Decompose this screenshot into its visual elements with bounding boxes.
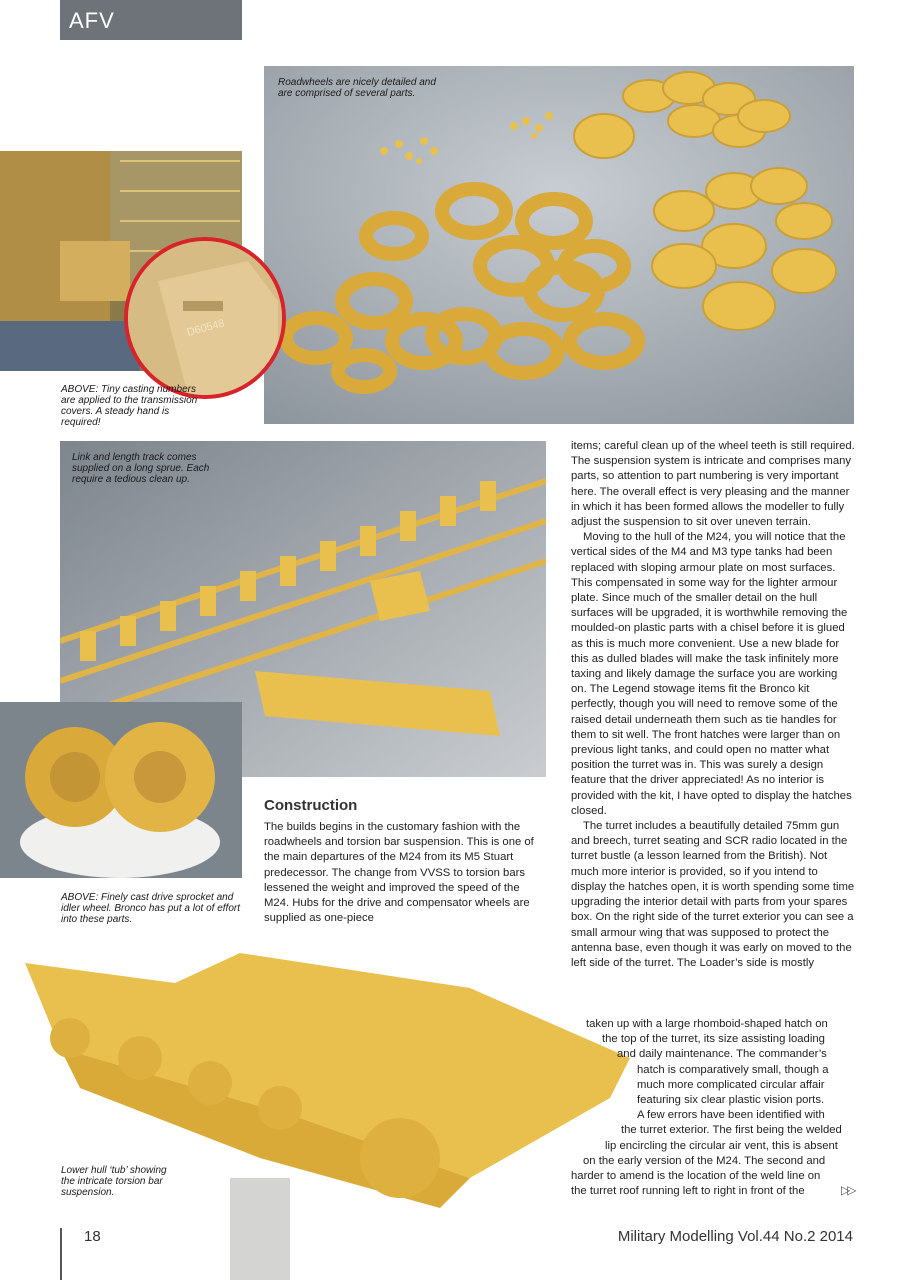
wrap-line: and daily maintenance. The commander’s [617,1048,827,1061]
caption-hull: Lower hull ‘tub’ showing the intricate torsion bar suspension. [61,1165,167,1198]
wrap-line: on the early version of the M24. The second and [583,1154,826,1167]
footer-rule [60,1228,62,1280]
caption-casting: ABOVE: Tiny casting numbers are applied to the transmission covers. A steady hand is required! [61,384,198,428]
sprocket-illustration [0,702,242,878]
svg-text:D60548: D60548 [185,317,227,339]
paragraph: The turret includes a beautifully detailed 75mm gun and breech, turret seating and SCR radio located in the turret bustle (a lesson learned from the British). Not much more interior is provided, so if you intend to display the hatches open, it is worth spending some time upgrading the interior detail with parts from your spares box. On the right side of the turret exterior you can see a small armour wing that was supposed to protect the antenna base, even though it was early on moved to the left side of the turret. The Loader’s side is mostly [571,820,855,969]
page-number: 18 [84,1228,101,1245]
construction-heading: Construction [264,797,358,814]
section-tab [60,0,242,40]
wrap-line: hatch is comparatively small, though a [637,1063,829,1076]
casting-zoom-circle [124,237,286,399]
paragraph: Moving to the hull of the M24, you will notice that the vertical sides of the M4 and M3 type tanks had been replaced with sloping armour plate on most surfaces. This compensated in some way for the lighter armour plate. Since much of the smaller detail on the hull surfaces will be upgraded, it is worthwhile removing the moulded-on plastic parts with a chisel before it is glued as this is much more convenient. Use a new blade for this as dulled blades will make the task infinitely more taxing and likely damage the surface you are working on. The Legend stowage items fit the Bronco kit perfectly, though you will need to remove some of the raised detail underneath them such as tie handles for them to sit well. The front hatches were larger than on previous light tanks, and could open no matter what position the turret was in. This was surely a design feature that the driver appreciated! As no interior is provided with the kit, I have opted to display the hatches closed. [571,531,852,817]
wrap-line: taken up with a large rhomboid-shaped hatch on [586,1018,828,1030]
wrap-line: the turret exterior. The first being the welded [621,1124,842,1137]
wrap-line: the top of the turret, its size assisting loading [602,1033,825,1046]
photo-roadwheels [264,66,854,424]
article-column-left [264,820,536,926]
paragraph: items; careful clean up of the wheel teeth is still required. The suspension system is intricate and comprises many parts, so attention to part numbering is very important here. The overall effect is very pleasing and the manner in which it has been formed allows the modeller to fully adjust the suspension to sit over uneven terrain. [571,440,855,529]
roadwheels-illustration [264,66,854,424]
double-arrow-right-icon: ▷▷ [841,1183,854,1197]
caption-track: Link and length track comes supplied on a long sprue. Each require a tedious clean up. [72,452,210,485]
wrap-line: harder to amend is the location of the weld line on [571,1170,821,1183]
publication-title: Military Modelling Vol.44 No.2 2014 [617,1228,853,1245]
wrap-line: A few errors have been identified with [637,1109,825,1122]
article-wrap-lines [0,1017,905,1199]
wrap-line: lip encircling the circular air vent, this is absent [605,1139,838,1152]
wrap-line: featuring six clear plastic vision ports. [637,1094,825,1107]
section-label: AFV [69,8,115,33]
paragraph: The builds begins in the customary fashion with the roadwheels and torsion bar suspension. This is one of the main departures of the M24 from its M5 Stuart predecessor. The change from VVSS to torsion bars lessened the weight and improved the speed of the M24. Hubs for the drive and compensator wheels are supplied as one-piece [264,821,534,925]
caption-sprocket: ABOVE: Finely cast drive sprocket and idler wheel. Bronco has put a lot of effort into these parts. [61,892,240,925]
casting-zoom-illustration [128,241,282,395]
photo-sprocket-idler [0,702,242,878]
wrap-line: the turret roof running left to right in front of the [571,1185,805,1198]
wrap-line: much more complicated circular affair [637,1078,825,1091]
article-column-right [571,439,855,971]
caption-roadwheels: Roadwheels are nicely detailed and are comprised of several parts. [278,77,436,99]
